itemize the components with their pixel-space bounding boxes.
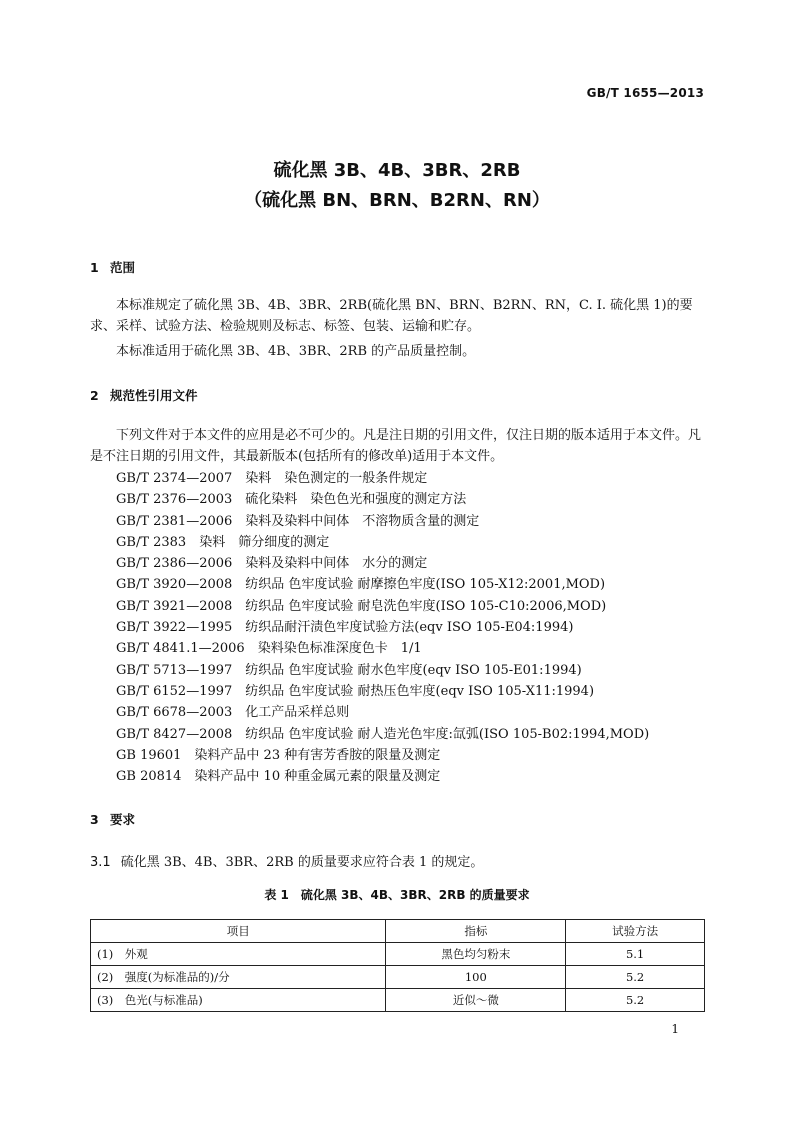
- table-row: [91, 966, 705, 989]
- table-row: [91, 989, 705, 1012]
- header-test-method: 试验方法: [566, 920, 705, 943]
- section-number: 3: [90, 812, 99, 827]
- reference-item: GB/T 3921—2008 纺织品 色牢度试验 耐皂洗色牢度(ISO 105-C10:2006,MOD): [116, 598, 607, 614]
- reference-item: GB 20814 染料产品中 10 种重金属元素的限量及测定: [116, 769, 441, 785]
- row-item: (3) 色光(与标准品): [91, 989, 386, 1012]
- document-title-line1: 硫化黑 3B、4B、3BR、2RB: [273, 160, 521, 181]
- reference-item: GB/T 4841.1—2006 染料染色标准深度色卡 1/1: [116, 641, 422, 657]
- clause-3-1: [90, 851, 483, 870]
- reference-item: GB/T 6678—2003 化工产品采样总则: [116, 705, 350, 721]
- section-title: 范围: [110, 260, 136, 275]
- row-index: 黑色均匀粉末: [386, 943, 566, 966]
- reference-item: GB/T 2383 染料 筛分细度的测定: [116, 534, 330, 550]
- row-item: (1) 外观: [91, 943, 386, 966]
- document-title-line2: （硫化黑 BN、BRN、B2RN、RN）: [244, 190, 550, 211]
- header-item: 项目: [91, 920, 386, 943]
- references-intro: 下列文件对于本文件的应用是必不可少的。凡是注日期的引用文件，仅注日期的版本适用于本文件。凡是不注日期的引用文件，其最新版本(包括所有的修改单)适用于本文件。: [90, 428, 702, 465]
- section-title: 规范性引用文件: [110, 388, 198, 403]
- scope-paragraph-2: 本标准适用于硫化黑 3B、4B、3BR、2RB 的产品质量控制。: [116, 344, 476, 359]
- header-index: 指标: [386, 920, 566, 943]
- clause-text: 硫化黑 3B、4B、3BR、2RB 的质量要求应符合表 1 的规定。: [120, 855, 484, 870]
- scope-paragraph-1: 本标准规定了硫化黑 3B、4B、3BR、2RB(硫化黑 BN、BRN、B2RN、RN，C. I. 硫化黑 1)的要求、采样、试验方法、检验规则及标志、标签、包装、运输和贮存。: [90, 298, 693, 335]
- table-row: [91, 943, 705, 966]
- section-1-heading: [90, 258, 135, 276]
- reference-item: GB/T 2376—2003 硫化染料 染色色光和强度的测定方法: [116, 492, 467, 508]
- reference-item: GB 19601 染料产品中 23 种有害芳香胺的限量及测定: [116, 747, 441, 763]
- reference-item: GB/T 8427—2008 纺织品 色牢度试验 耐人造光色牢度:氙弧(ISO 105-B02:1994,MOD): [116, 726, 650, 742]
- row-method: 5.2: [566, 966, 705, 989]
- reference-item: GB/T 3922—1995 纺织品耐汗渍色牢度试验方法(eqv ISO 105-E04:1994): [116, 620, 574, 636]
- row-item: (2) 强度(为标准品的)/分: [91, 966, 386, 989]
- section-3-heading: [90, 810, 135, 828]
- reference-item: GB/T 3920—2008 纺织品 色牢度试验 耐摩擦色牢度(ISO 105-X12:2001,MOD): [116, 577, 606, 593]
- clause-number: 3.1: [90, 855, 111, 870]
- row-index: 100: [386, 966, 566, 989]
- reference-item: GB/T 2386—2006 染料及染料中间体 水分的测定: [116, 556, 428, 572]
- reference-list: [116, 468, 649, 787]
- standard-number: GB/T 1655—2013: [586, 86, 704, 100]
- reference-item: GB/T 2374—2007 染料 染色测定的一般条件规定: [116, 471, 428, 486]
- reference-item: GB/T 5713—1997 纺织品 色牢度试验 耐水色牢度(eqv ISO 105-E01:1994): [116, 662, 582, 678]
- row-method: 5.2: [566, 989, 705, 1012]
- section-number: 1: [90, 260, 99, 275]
- quality-requirements-table: [90, 919, 705, 1012]
- row-method: 5.1: [566, 943, 705, 966]
- section-2-heading: [90, 386, 198, 404]
- page-number: 1: [671, 1022, 679, 1036]
- section-title: 要求: [110, 812, 136, 827]
- table-caption: 表 1 硫化黑 3B、4B、3BR、2RB 的质量要求: [264, 888, 530, 902]
- section-number: 2: [90, 388, 99, 403]
- reference-item: GB/T 2381—2006 染料及染料中间体 不溶物质含量的测定: [116, 513, 480, 529]
- table-header-row: [91, 920, 705, 943]
- reference-item: GB/T 6152—1997 纺织品 色牢度试验 耐热压色牢度(eqv ISO 105-X11:1994): [116, 683, 595, 699]
- row-index: 近似～微: [386, 989, 566, 1012]
